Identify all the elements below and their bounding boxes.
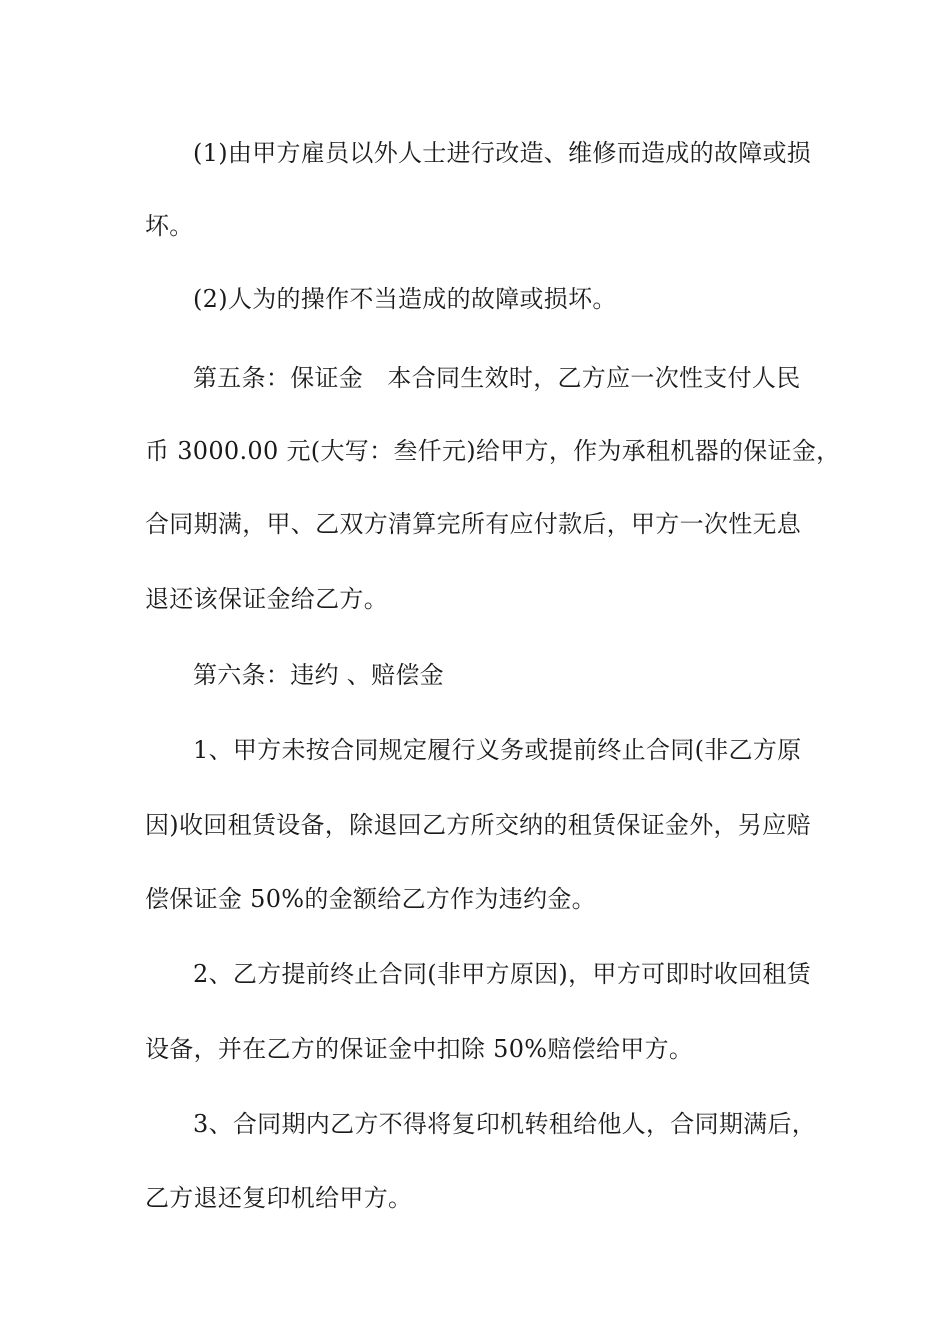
clause-6-item-2-line-1: 2、乙方提前终止合同(非甲方原因)，甲方可即时收回租赁: [193, 960, 812, 988]
clause-4-item-2: (2)人为的操作不当造成的故障或损坏。: [193, 285, 617, 313]
clause-5-line-4: 退还该保证金给乙方。: [145, 585, 388, 613]
clause-5-line-2: 币 3000.00 元(大写：叁仟元)给甲方，作为承租机器的保证金，: [145, 437, 841, 465]
clause-6-item-3-line-1: 3、合同期内乙方不得将复印机转租给他人，合同期满后，: [193, 1110, 817, 1138]
clause-6-heading: 第六条：违约 、赔偿金: [193, 661, 444, 689]
clause-4-item-1-line-1: (1)由甲方雇员以外人士进行改造、维修而造成的故障或损: [193, 139, 812, 167]
clause-6-item-2-line-2: 设备，并在乙方的保证金中扣除 50%赔偿给甲方。: [145, 1035, 694, 1063]
clause-5-line-3: 合同期满，甲、乙双方清算完所有应付款后，甲方一次性无息: [145, 510, 802, 538]
clause-6-item-1-line-2: 因)收回租赁设备，除退回乙方所交纳的租赁保证金外，另应赔: [145, 811, 811, 839]
clause-6-item-3-line-2: 乙方退还复印机给甲方。: [145, 1184, 413, 1212]
clause-6-item-1-line-3: 偿保证金 50%的金额给乙方作为违约金。: [145, 885, 596, 913]
clause-5-line-1: 第五条：保证金 本合同生效时，乙方应一次性支付人民: [193, 364, 801, 392]
clause-4-item-1-line-2: 坏。: [145, 212, 194, 240]
clause-6-item-1-line-1: 1、甲方未按合同规定履行义务或提前终止合同(非乙方原: [193, 736, 802, 764]
